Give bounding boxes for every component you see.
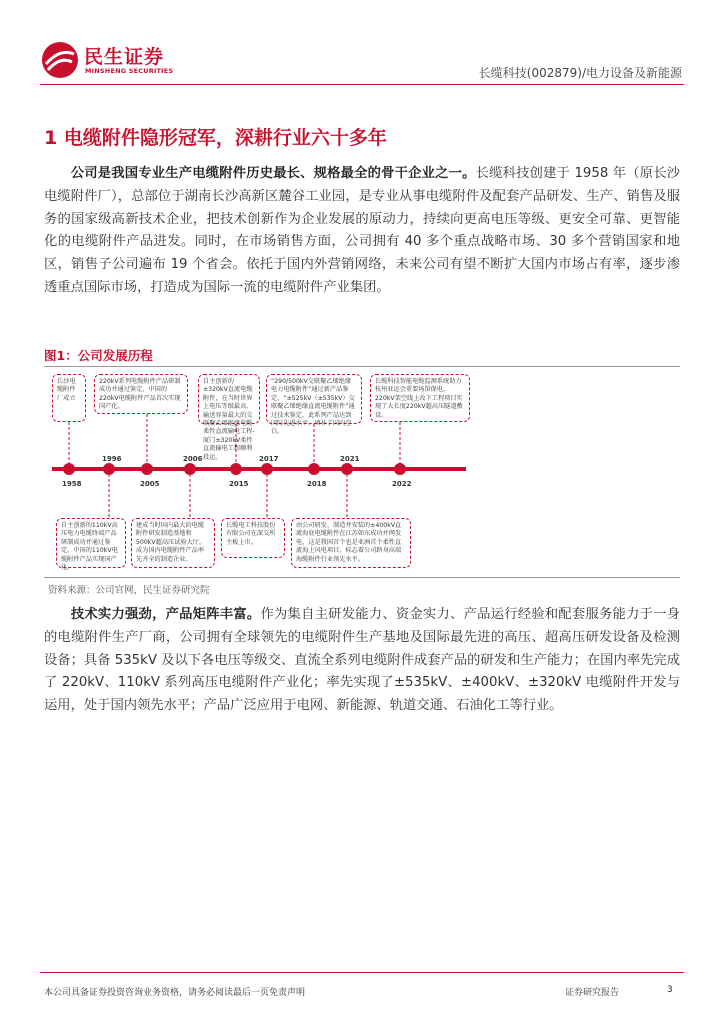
- header-divider: [40, 84, 684, 85]
- logo-text-en: MINSHENG SECURITIES: [85, 67, 174, 75]
- milestone-box-2017: 长缆电工科技股份有限公司在深交所主板上市。: [221, 518, 285, 558]
- year-label-2005: 2005: [140, 480, 160, 488]
- figure-title: 图1：公司发展历程: [44, 348, 153, 363]
- page-number: 3: [667, 985, 673, 995]
- milestone-box-2021: 由公司研发、制造并安装的±400kV直流海底电缆附件在江苏如东成功并网发电，这是我国首个也是亚洲首个柔性直流海上风电项目，标志着公司跻身高端海缆附件行业领先水平。: [291, 518, 411, 568]
- milestone-box-2022: 长缆科技智能电缆监测系统助力杭州亚运会重要场馆保电，220kV架空线上改下工程项目实现了大长度220kV超高压隧道敷设。: [370, 374, 470, 422]
- footer-doc-type: 证券研究报告: [565, 988, 620, 998]
- company-logo: [40, 40, 180, 80]
- node-1996: [103, 463, 115, 475]
- paragraph-tech-strength: [44, 604, 680, 718]
- node-2006: [184, 463, 196, 475]
- milestone-box-2005: 220kV系列电缆附件产品研制成功并通过鉴定，中国的220kV电缆附件产品首次实现国产化。: [94, 374, 188, 414]
- paragraph-lead: 公司是我国专业生产电缆附件历史最长、规格最全的骨干企业之一。: [70, 166, 476, 181]
- year-label-1958: 1958: [62, 480, 82, 488]
- year-label-2017: 2017: [259, 455, 279, 463]
- paragraph-company-intro: [44, 163, 680, 300]
- year-label-2015: 2015: [229, 480, 249, 488]
- report-label: 长缆科技(002879)/电力设备及新能源: [478, 66, 682, 80]
- paragraph-lead: 技术实力强劲，产品矩阵丰富。: [70, 607, 261, 622]
- node-2021: [341, 463, 353, 475]
- milestone-box-1996: 自主创新的110kV高压电力电缆终端产品研制成功并通过鉴定，中国的110kV电缆附件产品实现国产化。: [56, 518, 126, 568]
- paragraph-body: 作为集自主研发能力、资金实力、产品运行经验和配套服务能力于一身的电缆附件生产厂商，公司拥有全球领先的电缆附件生产基地及国际最先进的高压、超高压研发设备及检测设备；具备 535kV 及以下各电压等级交、直流全系列电缆附件成套产品的研发和生产能力；在国内率先完成了 220kV、110kV 系列高压电缆附件产业化；率先实现了±535kV、±400kV、±320kV 电缆附件开发与运用，处于国内领先水平；产品广泛应用于电网、新能源、轨道交通、石油化工等行业。: [44, 607, 681, 714]
- year-label-2006: 2006: [183, 455, 203, 463]
- paragraph-body: 长缆科技创建于 1958 年（原长沙电缆附件厂），总部位于湖南长沙高新区麓谷工业园，是专业从事电缆附件及配套产品研发、生产、销售及服务的国家级高新技术企业，把技术创新作为企业发展的原动力，持续向更高电压等级、更安全可靠、更智能化的电缆附件产品进发。同时，在市场销售方面，公司拥有 40 多个重点战略市场、30 多个营销国家和地区，销售子公司遍布 19 个省会。依托于国内外营销网络，未来公司有望不断扩大国内市场占有率，逐步渗透重点国际市场，打造成为国际一流的电缆附件产业集团。: [44, 166, 681, 295]
- milestone-box-2006: 建成当时国内最大的电缆附件研发制造基地和500kV超高压试验大厅，成为国内电缆附件产品率先齐全的制造企业。: [131, 518, 215, 568]
- node-2005: [141, 463, 153, 475]
- year-label-2021: 2021: [340, 455, 360, 463]
- figure-top-rule: [44, 366, 680, 367]
- section-title: 1 电缆附件隐形冠军，深耕行业六十多年: [44, 127, 387, 149]
- figure-bottom-rule: [44, 577, 680, 578]
- footer-disclaimer: 本公司具备证券投资咨询业务资格，请务必阅读最后一页免责声明: [44, 988, 306, 998]
- minsheng-logo-icon: [40, 40, 80, 80]
- node-2018: [308, 463, 320, 475]
- milestone-box-2018: “290/500kV交联聚乙烯绝缘电力电缆附件”通过新产品鉴定，“±525kV（±535kV）交联聚乙烯绝缘直流电缆附件”通过技术鉴定，此系列产品达到国际先进水平，填补了国内空白。: [266, 374, 362, 424]
- year-label-1996: 1996: [102, 455, 122, 463]
- node-2017: [261, 463, 273, 475]
- footer-divider: [40, 972, 684, 973]
- milestone-box-2015: 自主创新的±320kV直流电缆附件，在当时世界上电压等级最高、输送容量最大的交联聚乙烯绝缘电缆柔性直流输电工程-厦门±320kV柔性直流输电工程顺利投运。: [198, 374, 260, 424]
- figure-source: 资料来源：公司官网，民生证券研究院: [48, 585, 210, 596]
- year-label-2018: 2018: [307, 480, 327, 488]
- node-2022: [394, 463, 406, 475]
- year-label-2022: 2022: [392, 480, 412, 488]
- node-2015: [230, 463, 242, 475]
- logo-text-cn: 民生证券: [84, 46, 165, 68]
- node-1958: [63, 463, 75, 475]
- milestone-box-1958: 长沙电缆附件厂成立: [52, 374, 86, 422]
